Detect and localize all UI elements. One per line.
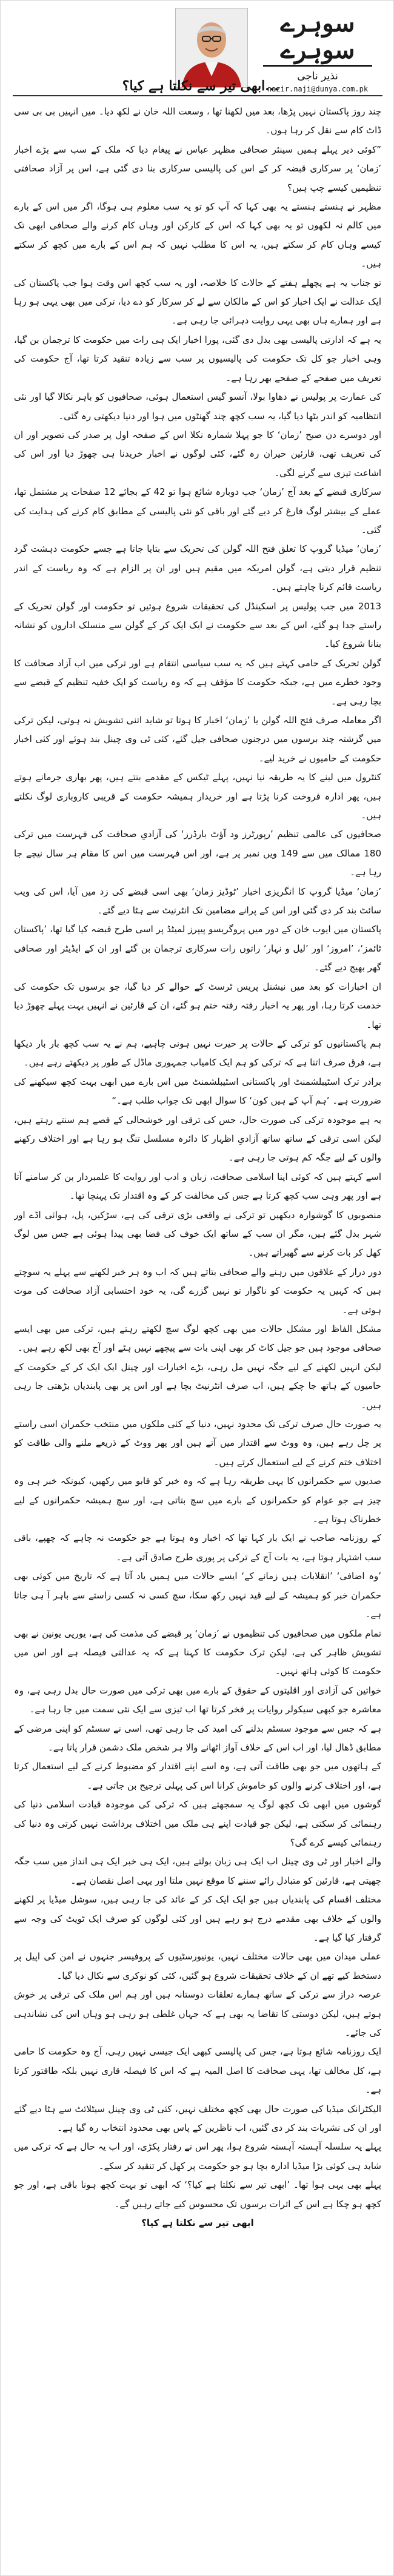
body-paragraph: مظہر نے ہنستے ہنستے یہ بھی کہا کہ آپ کو تو یہ سب معلوم ہی ہوگا، اگر میں اس کے بارے میں کالم نہ لکھوں تو یہ بھی کہا کہ اس کے کارکن اور وہاں کام کرنے والے صحافی ابھی تک کیسے وہاں کام کر سکتے ہیں، یہ اس کا مطلب نہیں کہ ہم اس کے بارے میں کچھ کر سکتے ہیں۔	[14, 201, 381, 270]
body-paragraph: صحافیوں کی عالمی تنظیم ’رپورٹرز ود آؤٹ بارڈرز‘ کی آزادیِ صحافت کی فہرست میں ترکی 180 ممالک میں سے 149 ویں نمبر پر ہے، اور اس فہرست میں اس کا مقام ہر سال نیچے جا رہا ہے۔	[14, 829, 381, 878]
body-paragraph: لیکن انہیں لکھنے کے لیے جگہ نہیں مل رہی، بڑے اخبارات اور چینل ایک ایک کر کے حکومت کے حامیوں کے ہاتھ جا چکے ہیں، اب صرف انٹرنیٹ بچا ہے اور اس پر بھی پابندیاں بڑھتی جا رہی ہیں۔	[14, 1361, 381, 1411]
body-paragraph: کی عمارت پر پولیس نے دھاوا بولا، آنسو گیس استعمال ہوئی، صحافیوں کو باہر نکالا گیا اور نئی انتظامیہ کو اندر بٹھا دیا گیا، یہ سب کچھ چند گھنٹوں میں ہوا اور دنیا دیکھتی رہ گئی۔	[14, 391, 381, 422]
body-paragraph: ہے کہ جس سے موجود سسٹم بدلنے کی امید کی جا رہی تھی، اسی نے سسٹم کو اپنی مرضی کے مطابق ڈھال لیا، اور اب اس کے خلاف آواز اٹھانے والا ہر شخص ملک دشمن قرار پاتا ہے۔	[14, 1723, 381, 1753]
body-paragraph: ’وہ اضافی‘ ’انقلابات ہیں زمانے کے‘ ایسے حالات میں ہمیں یاد آتا ہے کہ تاریخ میں کوئی بھی حکمران خبر کو ہمیشہ کے لیے قید نہیں رکھ سکا، سچ کسی نہ کسی راستے سے باہر آ ہی جاتا ہے۔	[14, 1571, 381, 1620]
body-paragraph: صدیوں سے حکمرانوں کا یہی طریقہ رہا ہے کہ وہ خبر کو قابو میں رکھیں، کیونکہ خبر ہی وہ چیز ہے جو عوام کو حکمرانوں کے بارے میں سچ بتاتی ہے، اور سچ ہمیشہ حکمرانوں کے لیے خطرناک ہوتا ہے۔	[14, 1475, 381, 1525]
body-paragraph: پاکستان میں ایوب خان کے دور میں پروگریسو پیپرز لمیٹڈ پر اسی طرح قبضہ کیا گیا تھا، ’پاکستان ٹائمز‘، ’امروز‘ اور ’لیل و نہار‘ راتوں رات سرکاری ترجمان بن گئے اور ان کے ایڈیٹر اور صحافی گھر بھیج دیے گئے۔	[14, 924, 381, 973]
body-paragraph: عرصہ دراز سے ترکی کے ساتھ ہمارے تعلقات دوستانہ ہیں اور ہم اس ملک کی ترقی پر خوش ہوتے ہیں، لیکن دوستی کا تقاضا یہ بھی ہے کہ جہاں غلطی ہو رہی ہو وہاں اس کی نشاندہی کی جائے۔	[14, 1989, 381, 2039]
body-paragraph: 2013 میں جب پولیس پر اسکینڈل کی تحقیقات شروع ہوئیں تو حکومت اور گولن تحریک کے راستے جدا ہو گئے، اس کے بعد سے حکومت نے ایک ایک کر کے گولن سے منسلک اداروں کو نشانہ بنانا شروع کیا۔	[14, 600, 381, 650]
column-logo: سوہرے سوہرے	[280, 9, 355, 64]
body-paragraph: دور دراز کے علاقوں میں رہنے والے صحافی بتاتے ہیں کہ اب وہ ہر خبر لکھنے سے پہلے یہ سوچتے ہیں کہ کہیں یہ حکومت کو ناگوار تو نہیں گزرے گی، یہ خود احتسابی آزاد صحافت کی موت ہوتی ہے۔	[14, 1266, 381, 1316]
author-email[interactable]: nazir.naji@dunya.com.pk	[267, 85, 369, 93]
body-paragraph: ”کوئی دیر پہلے ہمیں سینئر صحافی مظہر عباس نے پیغام دیا کہ ملک کے سب سے بڑے اخبار ’زمان‘ پر سرکاری قبضہ کر کے اس کی پالیسی سرکاری بنا دی گئی ہے، اس پر آزاد صحافتی تنظیمیں کیسے چپ ہیں؟	[14, 144, 381, 193]
body-paragraph: پہلے بھی یہی ہوا تھا۔ ’ابھی تیر سے نکلتا ہے کیا؟‘ کہ ابھی تو بہت کچھ ہونا باقی ہے، اور جو کچھ ہو چکا ہے اس کے اثرات برسوں تک محسوس کیے جاتے رہیں گے۔	[14, 2179, 381, 2210]
body-paragraph: الیکٹرانک میڈیا کی صورت حال بھی کچھ مختلف نہیں، کئی ٹی وی چینل سیٹلائٹ سے ہٹا دیے گئے اور ان کی نشریات بند کر دی گئیں، اب ناظرین کے پاس بھی محدود انتخاب رہ گیا ہے۔	[14, 2103, 381, 2134]
body-paragraph: ہم پاکستانیوں کو ترکی کے حالات پر حیرت نہیں ہونی چاہیے، ہم نے یہ سب کچھ بار بار دیکھا ہے، فرق صرف اتنا ہے کہ ترکی کو ہم ایک کامیاب جمہوری ماڈل کے طور پر دیکھتے رہے ہیں۔	[14, 1038, 381, 1068]
body-paragraph: خواتین کی آزادی اور اقلیتوں کے حقوق کے بارے میں بھی ترکی میں صورت حال بدل رہی ہے، وہ معاشرہ جو کبھی سیکولر روایات پر فخر کرتا تھا اب تیزی سے ایک نئی سمت میں جا رہا ہے۔	[14, 1684, 381, 1715]
body-paragraph: تمام ملکوں میں صحافیوں کی تنظیموں نے ’زمان‘ پر قبضے کی مذمت کی ہے، یورپی یونین نے بھی تشویش ظاہر کی ہے، لیکن ترک حکومت کا کہنا ہے کہ یہ عدالتی فیصلہ ہے اور اس میں حکومت کا کوئی ہاتھ نہیں۔	[14, 1627, 381, 1677]
body-paragraph: ’زمان‘ میڈیا گروپ کا انگریزی اخبار ’ٹوڈیز زمان‘ بھی اسی قبضے کی زد میں آیا، اس کی ویب سائٹ بند کر دی گئی اور اس کے پرانے مضامین تک انٹرنیٹ سے ہٹا دیے گئے۔	[14, 886, 381, 916]
closing-line: ابھی تیر سے نکلتا ہے کیا؟	[141, 2217, 254, 2229]
body-paragraph: یہ صورت حال صرف ترکی تک محدود نہیں، دنیا کے کئی ملکوں میں منتخب حکمران اسی راستے پر چل رہے ہیں، وہ ووٹ سے اقتدار میں آتے ہیں اور پھر ووٹ کے ذریعے ملنے والی طاقت کو اختلاف ختم کرنے کے لیے استعمال کرتے ہیں۔	[14, 1419, 381, 1468]
body-paragraph: تو جناب یہ ہے پچھلے ہفتے کے حالات کا خلاصہ، اور یہ سب کچھ اس وقت ہوا جب پاکستان کی ایک عدالت نے ایک اخبار کو اس کے مالکان سے لے کر سرکار کو دے دیا، ترکی میں بھی یہی ہو رہا ہے اور ہمارے ہاں بھی یہی روایت دہرائی جا رہی ہے۔	[14, 277, 381, 326]
body-paragraph: اگر معاملہ صرف فتح اللہ گولن یا ’زمان‘ اخبار کا ہوتا تو شاید اتنی تشویش نہ ہوتی، لیکن ترکی میں گزشتہ چند برسوں میں درجنوں صحافی جیل گئے، کئی ٹی وی چینل بند ہوئے اور کئی اخبار حکومت کے حامیوں نے خرید لیے۔	[14, 715, 381, 764]
body-paragraph: چند روز پاکستان نہیں پڑھا، بعد میں لکھنا تھا ، وسعت اللہ خان نے لکھ دیا۔ میں انہیں بی بی سی ڈاٹ کام سے نقل کر رہا ہوں۔	[14, 106, 381, 136]
body-paragraph: عملی میدان میں بھی حالات مختلف نہیں، یونیورسٹیوں کے پروفیسر جنہوں نے امن کی اپیل پر دستخط کیے تھے ان کے خلاف تحقیقات شروع ہو گئیں، کئی کو نوکری سے نکال دیا گیا۔	[14, 1951, 381, 1981]
body-paragraph: گولن تحریک کے حامی کہتے ہیں کہ یہ سب سیاسی انتقام ہے اور ترکی میں اب آزاد صحافت کا وجود خطرے میں ہے، جبکہ حکومت کا مؤقف ہے کہ وہ ریاست کو ایک خفیہ تنظیم کے قبضے سے بچا رہی ہے۔	[14, 657, 381, 707]
body-paragraph: ایک روزنامہ شائع ہوتا ہے، جس کی پالیسی کبھی ایک جیسی نہیں رہی، آج وہ حکومت کا حامی ہے، کل مخالف تھا، یہی صحافت کا اصل المیہ ہے کہ اس کا فیصلہ قاری نہیں بلکہ طاقتور کرتا ہے۔	[14, 2046, 381, 2096]
author-name: نذیر ناجی	[297, 70, 338, 82]
body-paragraph: کے ہاتھوں میں جو بھی طاقت آتی ہے، وہ اسے اپنے اقتدار کو مضبوط کرنے کے لیے استعمال کرتا ہے، اور اختلاف کرنے والوں کو خاموش کرانا اس کی پہلی ترجیح بن جاتی ہے۔	[14, 1761, 381, 1791]
body-paragraph: والے اخبار اور ٹی وی چینل اب ایک ہی زبان بولتے ہیں، ایک ہی خبر ایک ہی انداز میں سب جگہ چھپتی ہے، قارئین کو متبادل رائے سننے کا موقع نہیں ملتا اور یہی اصل نقصان ہے۔	[14, 1856, 381, 1886]
body-paragraph: مشکل الفاظ اور مشکل حالات میں بھی کچھ لوگ سچ لکھتے رہتے ہیں، ترکی میں بھی ایسے صحافی موجود ہیں جو جیل کاٹ کر بھی اپنی بات سے پیچھے نہیں ہٹے اور آج بھی لکھ رہے ہیں۔	[14, 1323, 381, 1354]
body-paragraph: اسے کہتے ہیں کہ کوئی اپنا اسلامی صحافت، زبان و ادب اور روایت کا علمبردار بن کر سامنے آتا ہے اور پھر وہی سب کچھ کرتا ہے جس کی مخالفت کر کے وہ اقتدار تک پہنچا تھا۔	[14, 1171, 381, 1202]
body-paragraph: یہ ہے موجودہ ترکی کی صورت حال، جس کی ترقی اور خوشحالی کے قصے ہم سنتے رہتے ہیں، لیکن اسی ترقی کے ساتھ ساتھ آزادیِ اظہار کا دائرہ مسلسل تنگ ہو رہا ہے اور اختلاف رکھنے والوں کے لیے جگہ کم ہوتی جا رہی ہے۔	[14, 1114, 381, 1164]
column-header	[8, 7, 387, 98]
body-paragraph: پہلے یہ سلسلہ آہستہ آہستہ شروع ہوا، پھر اس نے رفتار پکڑی، اور اب یہ حال ہے کہ ترکی میں شاید ہی کوئی بڑا میڈیا ادارہ بچا ہو جو حکومت پر کھل کر تنقید کر سکے۔	[14, 2141, 381, 2171]
body-paragraph: ان اخبارات کو بعد میں نیشنل پریس ٹرسٹ کے حوالے کر دیا گیا، جو برسوں تک حکومت کی خدمت کرتا رہا، اور پھر یہ اخبار رفتہ رفتہ ختم ہو گئے، ان کے قارئین نے انہیں بہت پہلے چھوڑ دیا تھا۔	[14, 981, 381, 1030]
body-paragraph: گوشوں میں ابھی تک کچھ لوگ یہ سمجھتے ہیں کہ ترکی کی موجودہ قیادت اسلامی دنیا کی رہنمائی کر سکتی ہے، لیکن جو قیادت اپنے ہی ملک میں اختلاف برداشت نہیں کرتی وہ دنیا کی رہنمائی کیسے کرے گی؟	[14, 1799, 381, 1848]
header-divider	[13, 95, 382, 96]
column-headline: ...ابھی تیر سے نکلتا ہے کیا؟	[122, 78, 279, 94]
body-paragraph: سرکاری قبضے کے بعد آج ’زمان‘ جب دوبارہ شائع ہوا تو 42 کے بجائے 12 صفحات پر مشتمل تھا، عملے کے بیشتر لوگ فارغ کر دیے گئے اور باقی کو نئی پالیسی کے مطابق کام کرنے کی ہدایت کی گئی۔	[14, 486, 381, 535]
logo-underline	[263, 65, 372, 67]
body-paragraph: ’زمان‘ میڈیا گروپ کا تعلق فتح اللہ گولن کی تحریک سے بتایا جاتا ہے جسے حکومت دہشت گرد تنظیم قرار دیتی ہے، گولن امریکہ میں مقیم ہیں اور ان پر الزام ہے کہ وہ ریاست کے اندر ریاست قائم کرنا چاہتے ہیں۔	[14, 543, 381, 593]
column-masthead	[254, 9, 381, 93]
body-paragraph: کے روزنامہ صاحب نے ایک بار کہا تھا کہ اخبار وہ ہوتا ہے جو حکومت نہ چاہے کہ چھپے، باقی سب اشتہار ہوتا ہے، یہ بات آج کے ترکی پر پوری طرح صادق آتی ہے۔	[14, 1532, 381, 1563]
body-paragraph: منصوبوں کا گوشوارہ دیکھیں تو ترکی نے واقعی بڑی ترقی کی ہے، سڑکیں، پل، ہوائی اڈے اور شہر بدل گئے ہیں، مگر ان سب کے ساتھ ایک خوف کی فضا بھی پیدا ہوئی ہے جس میں لوگ کھل کر بات کرنے سے گھبراتے ہیں۔	[14, 1209, 381, 1259]
body-paragraph: مختلف اقسام کی پابندیاں ہیں جو ایک ایک کر کے عائد کی جا رہی ہیں، سوشل میڈیا پر لکھنے والوں کے خلاف بھی مقدمے درج ہو رہے ہیں اور کئی لوگوں کو صرف ایک ٹویٹ کی وجہ سے گرفتار کیا گیا ہے۔	[14, 1894, 381, 1943]
body-paragraph: اور دوسرے دن صبح ’زمان‘ کا جو پہلا شمارہ نکلا اس کے صفحہ اول پر صدر کی تصویر اور ان کی تعریف تھی، قارئین حیران رہ گئے، کئی لوگوں نے اخبار خریدنا ہی چھوڑ دیا اور اس کی اشاعت تیزی سے گرنے لگی۔	[14, 429, 381, 478]
body-paragraph: برادر ترک اسٹیبلشمنٹ اور پاکستانی اسٹیبلشمنٹ میں اس بارے میں ابھی بہت کچھ سیکھنے کی ضرورت ہے۔ ’ہم آپ کے ہیں کون‘ کا سوال ابھی تک جواب طلب ہے۔“	[14, 1076, 381, 1107]
column-body	[14, 102, 381, 2561]
body-paragraph: یہ ہے کہ ادارتی پالیسی بھی بدل دی گئی، پورا اخبار ایک ہی رات میں حکومت کا ترجمان بن گیا، وہی اخبار جو کل تک حکومت کی پالیسیوں پر سب سے زیادہ تنقید کرتا تھا، آج حکومت کی تعریف میں صفحے کے صفحے بھر رہا ہے۔	[14, 334, 381, 383]
body-paragraph: کنٹرول میں لینے کا یہ طریقہ نیا نہیں، پہلے ٹیکس کے مقدمے بنتے ہیں، پھر بھاری جرمانے ہوتے ہیں، پھر ادارہ فروخت کرنا پڑتا ہے اور خریدار ہمیشہ حکومت کے قریبی کاروباری لوگ نکلتے ہیں۔	[14, 772, 381, 821]
